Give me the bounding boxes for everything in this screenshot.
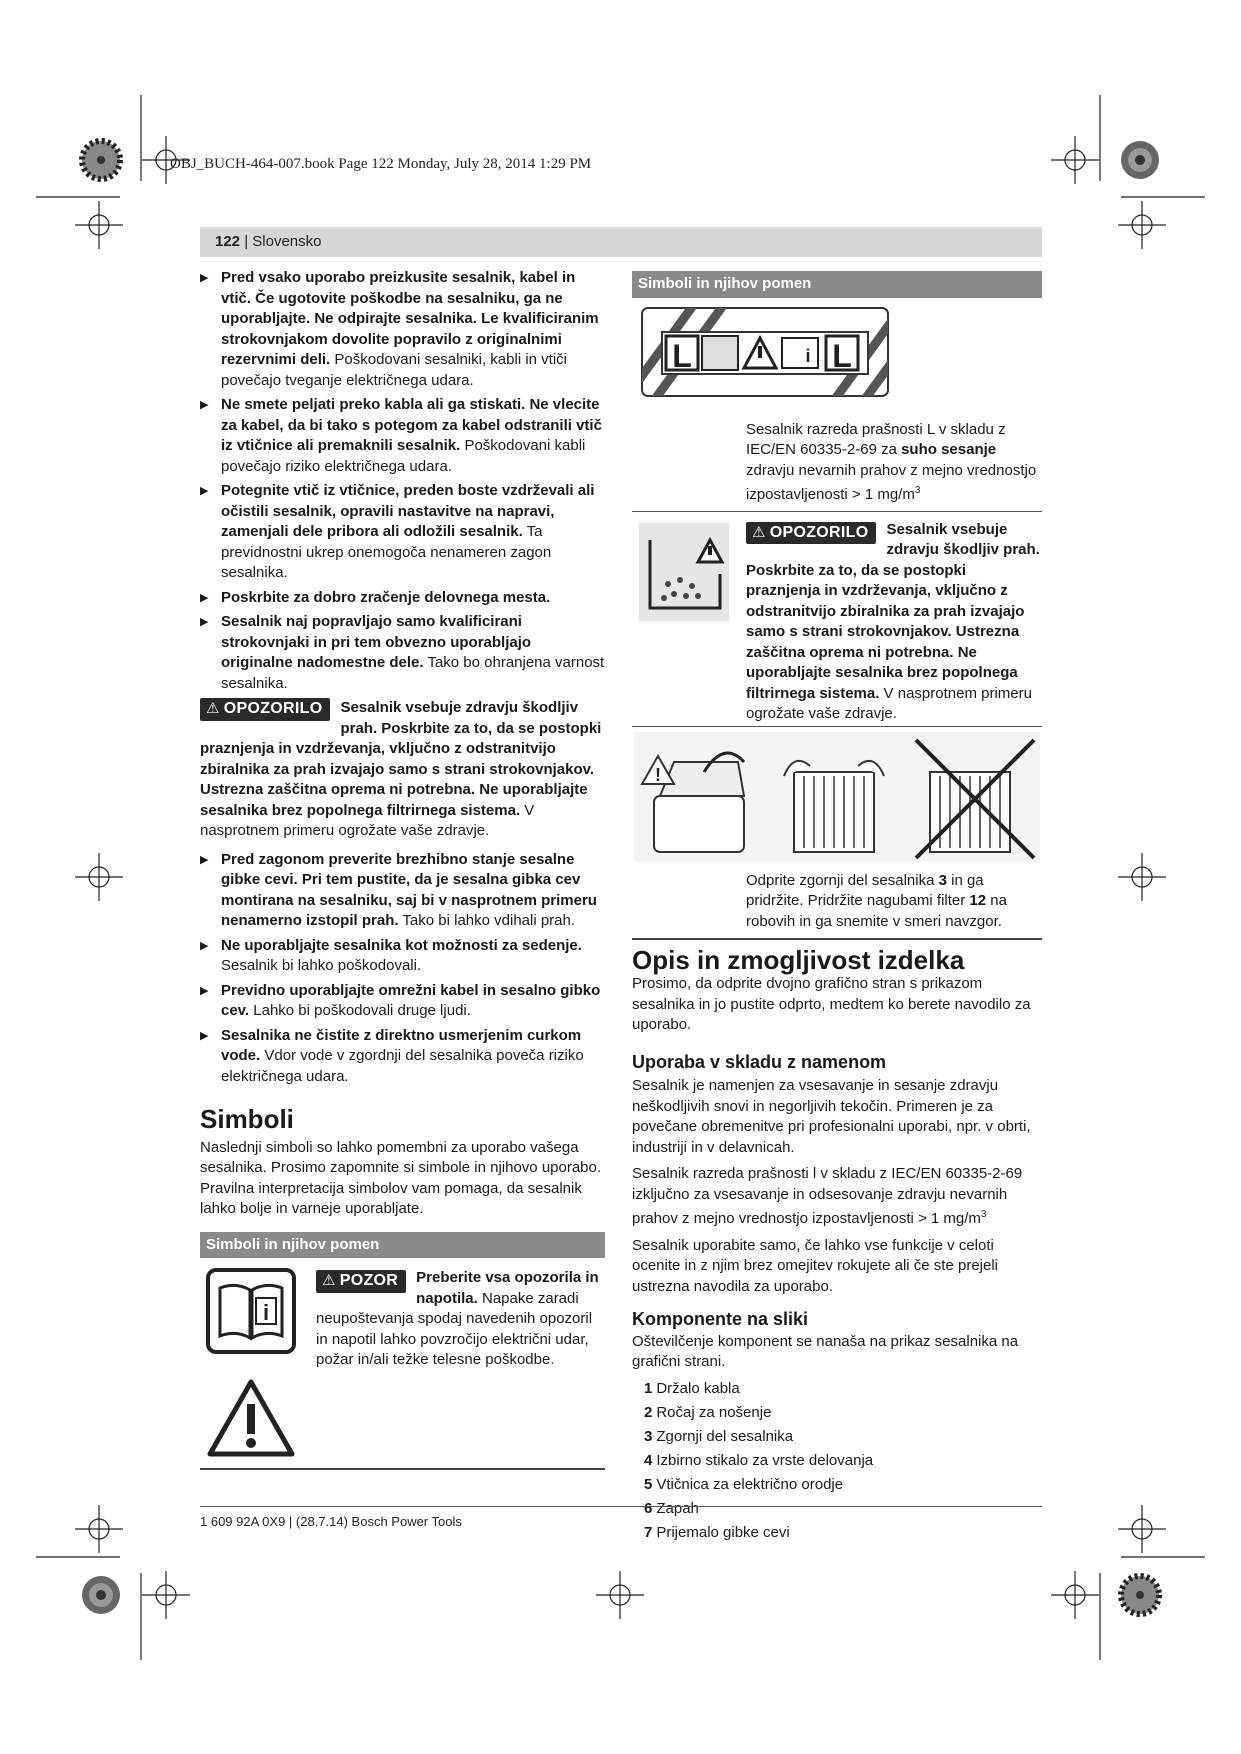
component-item: 4 Izbirno stikalo za vrste delovanja <box>644 1451 874 1469</box>
svg-text:L: L <box>672 337 692 374</box>
page-header: 122 | Slovensko <box>215 233 322 250</box>
manual-info-icon <box>206 1268 296 1354</box>
opis-text: Prosimo, da odprite dvojno grafično stran s prikazom sesalnika in jo pustite odprto, medtem ko berete navodilo za uporabo. <box>632 975 1031 1033</box>
bullet-item: ▶ Sesalnik naj popravljajo samo kvalificirani strokovnjaki in pri tem obvezno uporabljajo originalne nadomestne dele. Tako bo ohranjena varnost sesalnika. <box>200 612 605 694</box>
table-bottom-rule <box>200 1468 605 1470</box>
svg-text:i: i <box>805 345 811 366</box>
footer-rule <box>200 1506 1042 1507</box>
uporaba-paragraph-2: Sesalnik razreda prašnosti l v skladu z IEC/EN 60335-2-69 izključno za vsesavanje in odsesovanje zdravju nevarnih prahov z mejno vrednostjo izpostavljenosti > 1 $mg/m^3$ <box>632 1165 1023 1227</box>
bullet-item: ▶ Sesalnika ne čistite z direktno usmerjenim curkom vode. Vdor vode v zgordnji del sesalnika poveča riziko električnega udara. <box>200 1026 605 1088</box>
opis-heading: Opis in zmogljivost izdelka <box>632 944 965 975</box>
filter-text: Odprite zgornji del sesalnika 3 in ga pridržite. Pridržite nagubami filter 12 na robovih in ga snemite v smeri navzgor. <box>746 871 1007 930</box>
component-item: 5 Vtičnica za električno orodje <box>644 1475 844 1493</box>
simboli-text: Naslednji simboli so lahko pomembni za uporabo vašega sesalnika. Prosimo zapomnite si simbole in njihovo uporabo. Pravilna interpretacija simbolov vam pomaga, da sesalnik lahko bolje in varneje uporabljate. <box>200 1138 602 1217</box>
component-item: 7 Prijemalo gibke cevi <box>644 1523 790 1541</box>
warning-badge: ⚠ OPOZORILO <box>200 698 330 721</box>
bullet-list-1 <box>200 268 605 694</box>
bullet-item: ▶ Previdno uporabljajte omrežni kabel in sesalno gibko cev. Lahko bi poškodovali druge ljudi. <box>200 981 605 1022</box>
symbols-table-heading-right: Simboli in njihov pomen <box>632 271 1042 298</box>
page-number: 122 <box>215 233 241 250</box>
dust-class-label-icon <box>640 306 890 398</box>
warning-row <box>632 514 1042 726</box>
warning-triangle-icon: ⚠ <box>322 1272 336 1289</box>
uporaba-paragraph-1: Sesalnik je namenjen za vsesavanje in sesanje zdravju neškodljivih snovi in negorljivih tekočin. Primeren je za povečane obremenitve pri profesionalni uporabi, npr. v obrti, industriji in v delavnicah. <box>632 1077 1031 1156</box>
component-item: 1 Držalo kabla <box>644 1379 740 1397</box>
warning-triangle-icon: ⚠ <box>206 700 220 717</box>
bullet-item: ▶ Pred vsako uporabo preizkusite sesalnik, kabel in vtič. Če ugotovite poškodbe na sesalniku, ga ne uporabljajte. Ne odpirajte sesalnika. Le kvalificiranim strokovnjakom dovolite popravilo z originalnimi rezervnimi deli. Poškodovani sesalniki, kabli in vtiči povečajo tveganje električnega udara. <box>200 268 605 391</box>
warning-badge-right: ⚠ OPOZORILO <box>746 522 876 545</box>
component-item: 2 Ročaj za nošenje <box>644 1403 772 1421</box>
print-info: OBJ_BUCH-464-007.book Page 122 Monday, July 28, 2014 1:29 PM <box>170 156 592 172</box>
bullet-item: ▶ Ne uporabljajte sesalnika kot možnosti za sedenje. Sesalnik bi lahko poškodovali. <box>200 936 605 977</box>
komponente-text: Oštevilčenje komponent se nanaša na prikaz sesalnika na grafični strani. <box>632 1332 1019 1370</box>
page-header-bar <box>200 227 1042 257</box>
dust-container-warning-icon <box>638 522 730 622</box>
komponente-heading: Komponente na sliki <box>632 1309 809 1329</box>
component-list <box>632 1377 1042 1545</box>
bullet-item: ▶ Ne smete peljati preko kabla ali ga stiskati. Ne vlecite za kabel, da bi tako s potegom za kabel odstranili vtič iz vtičnice ali premaknili sesalnik. Poškodovani kabli povečajo riziko električnega udara. <box>200 395 605 477</box>
svg-text:i: i <box>262 1300 270 1325</box>
uporaba-paragraph-3: Sesalnik uporabite samo, če lahko vse funkcije v celoti ocenite in z njim brez omejitev rokujete ali če ste prejeli ustrezna navodila za uporabo. <box>632 1236 998 1295</box>
simboli-heading: Simboli <box>200 1104 294 1134</box>
bullet-list-2 <box>200 850 605 1088</box>
dust-class-text: Sesalnik razreda prašnosti L v skladu z IEC/EN 60335-2-69 za suho sesanje zdravju nevarnih prahov z mejno vrednostjo izpostavljenosti > 1 $mg/m^3$ <box>746 420 1037 503</box>
bullet-item: ▶ Poskrbite za dobro zračenje delovnega mesta. <box>200 588 605 609</box>
filter-row <box>632 726 1042 940</box>
pozor-block: ⚠ POZOR Preberite vsa opozorila in napotila. Napake zaradi neupoštevanja spodaj navedenih opozoril in napotil lahko povzročijo električni udar, požar in/ali težke telesne poškodbe. <box>316 1269 599 1368</box>
component-item: 3 Zgornji del sesalnika <box>644 1427 794 1445</box>
left-column <box>200 268 605 1470</box>
page-footer: 1 609 92A 0X9 | (28.7.14) Bosch Power Tools <box>200 1514 462 1529</box>
symbols-table-heading: Simboli in njihov pomen <box>200 1232 605 1259</box>
component-item: 6 Zapah <box>644 1499 699 1517</box>
svg-text:!: ! <box>655 764 661 785</box>
svg-text:L: L <box>832 337 852 374</box>
uporaba-heading: Uporaba v skladu z namenom <box>632 1051 887 1072</box>
bullet-item: ▶ Potegnite vtič iz vtičnice, preden boste vzdrževali ali očistili sesalnik, opravili nastavitve na napravi, zamenjali dele pribora ali odložili sesalnik. Ta previdnostni ukrep onemogoča nenameren zagon sesalnika. <box>200 481 605 584</box>
warning-triangle-icon <box>206 1376 296 1458</box>
section-name: Slovensko <box>252 233 322 250</box>
pozor-badge: ⚠ POZOR <box>316 1270 406 1293</box>
right-column <box>632 271 1042 1545</box>
filter-removal-illustrations <box>634 732 1040 862</box>
dust-class-row <box>632 298 1042 514</box>
warning-triangle-icon: ⚠ <box>752 523 766 541</box>
warning-block: ⚠ OPOZORILO Sesalnik vsebuje zdravju škodljiv prah. Poskrbite za to, da se postopki praznjenja in vzdrževanja, vključno z odstranitvijo zbiralnika za prah izvajajo samo s strani strokovnjakov. Ustrezna zaščitna oprema ni potrebna. Ne uporabljajte sesalnika brez popolnega filtrirnega sistema. V nasprotnem primeru ogrožate vaše zdravje. <box>200 699 602 839</box>
bullet-item: ▶ Pred zagonom preverite brezhibno stanje sesalne gibke cevi. Pri tem pustite, da je sesalna gibka cev montirana na sesalniku, saj bi v nasprotnem primeru nenamerno izstopil prah. Tako bi lahko vdihali prah. <box>200 850 605 932</box>
warning-block-right: ⚠ OPOZORILO Sesalnik vsebuje zdravju škodljiv prah. Poskrbite za to, da se postopki praznjenja in vzdrževanja, vključno z odstranitvijo zbiralnika za prah izvajajo samo s strani strokovnjakov. Ustrezna zaščitna oprema ni potrebna. Ne uporabljajte sesalnika brez popolnega filtrirnega sistema. V nasprotnem primeru ogrožate vaše zdravje. <box>746 520 1040 722</box>
symbols-table-left <box>200 1258 605 1470</box>
